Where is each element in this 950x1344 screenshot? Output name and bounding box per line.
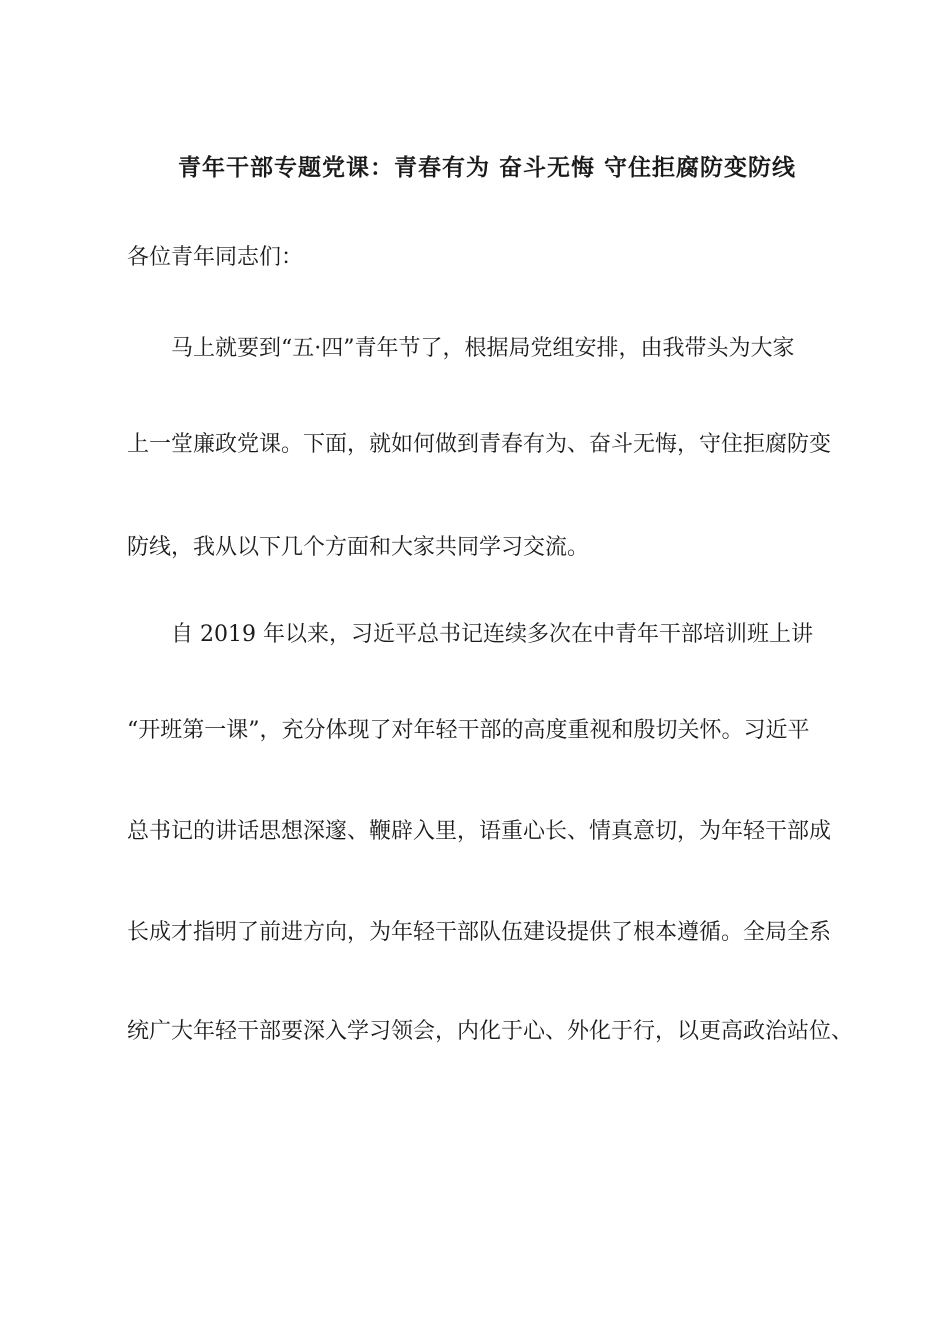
salutation-line: 各位青年同志们： <box>127 245 304 270</box>
body-line: 统广大年轻干部要深入学习领会，内化于心、外化于行，以更高政治站位、 <box>127 1019 854 1044</box>
body-line: 马上就要到“五·四”青年节了，根据局党组安排，由我带头为大家 <box>127 336 795 361</box>
body-line: 上一堂廉政党课。下面，就如何做到青春有为、奋斗无悔，守住拒腐防变 <box>127 432 832 457</box>
document-title: 青年干部专题党课：青春有为 奋斗无悔 守住拒腐防变防线 <box>178 154 797 181</box>
body-line: 长成才指明了前进方向，为年轻干部队伍建设提供了根本遵循。全局全系 <box>127 920 832 945</box>
body-line: 总书记的讲话思想深邃、鞭辟入里，语重心长、情真意切，为年轻干部成 <box>127 819 832 844</box>
body-line: “开班第一课”，充分体现了对年轻干部的高度重视和殷切关怀。习近平 <box>127 718 810 743</box>
body-line: 防线，我从以下几个方面和大家共同学习交流。 <box>127 535 590 560</box>
body-line: 自 2019 年以来，习近平总书记连续多次在中青年干部培训班上讲 <box>127 622 813 647</box>
